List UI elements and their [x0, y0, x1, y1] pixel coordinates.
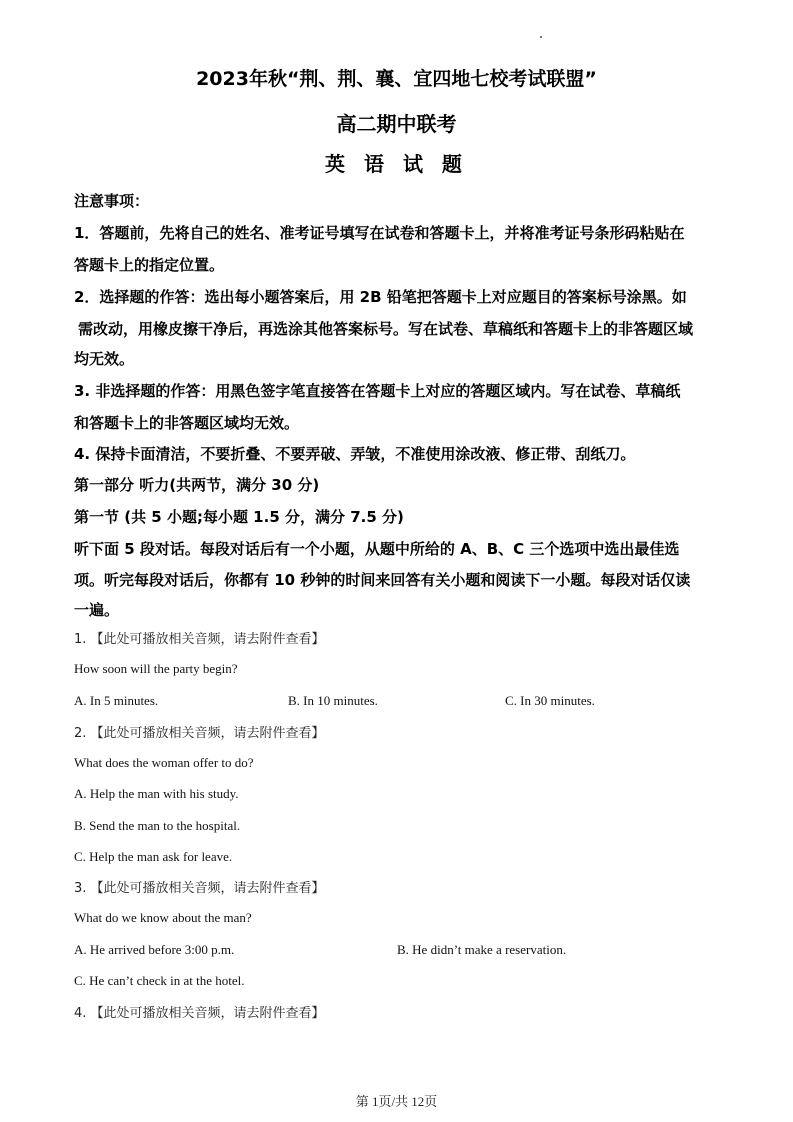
question-2-audio-placeholder: 2. 【此处可播放相关音频，请去附件查看】	[74, 726, 325, 741]
question-3-option-b: B. He didn’t make a reservation.	[397, 942, 567, 957]
exam-subtitle: 高二期中联考	[336, 112, 457, 136]
instruction-line-1: 听下面 5 段对话。每段对话后有一个小题，从题中所给的 A、B、C 三个选项中选出最佳选	[74, 540, 680, 558]
instruction-line-3: 一遍。	[74, 601, 120, 619]
notice-item-2-line-2: 需改动，用橡皮擦干净后，再选涂其他答案标号。写在试卷、草稿纸和答题卡上的非答题区域	[78, 320, 694, 338]
exam-title: 2023年秋“荆、荆、襄、宜四地七校考试联盟”	[196, 68, 597, 90]
notice-item-4: 4. 保持卡面清洁，不要折叠、不要弄破、弄皱，不准使用涂改液、修正带、刮纸刀。	[74, 445, 636, 463]
instruction-line-2: 项。听完每段对话后，你都有 10 秒钟的时间来回答有关小题和阅读下一小题。每段对话仅读	[74, 571, 691, 589]
notice-item-1-line-2: 答题卡上的指定位置。	[74, 256, 225, 274]
question-3-option-c: C. He can’t check in at the hotel.	[74, 973, 245, 988]
notice-item-2-line-3: 均无效。	[74, 350, 135, 368]
notice-item-3-line-1: 3. 非选择题的作答：用黑色签字笔直接答在答题卡上对应的答题区域内。写在试卷、草稿纸	[74, 382, 681, 400]
question-1-option-a: A. In 5 minutes.	[74, 693, 159, 708]
question-1-option-b: B. In 10 minutes.	[288, 693, 378, 708]
section-one-title: 第一节 (共 5 小题;每小题 1.5 分，满分 7.5 分)	[74, 508, 404, 526]
question-3-option-a: A. He arrived before 3:00 p.m.	[74, 942, 235, 957]
question-2-text: What does the woman offer to do?	[74, 755, 254, 770]
part-one-title: 第一部分 听力(共两节，满分 30 分)	[74, 476, 320, 494]
question-3-text: What do we know about the man?	[74, 910, 252, 925]
notice-item-3-line-2: 和答题卡上的非答题区域均无效。	[74, 414, 300, 432]
notice-heading: 注意事项：	[74, 192, 150, 210]
notice-item-2-line-1: 2．选择题的作答：选出每小题答案后，用 2B 铅笔把答题卡上对应题目的答案标号涂黑。如	[74, 288, 687, 306]
question-3-audio-placeholder: 3. 【此处可播放相关音频，请去附件查看】	[74, 881, 325, 896]
notice-item-1-line-1: 1．答题前，先将自己的姓名、准考证号填写在试卷和答题卡上，并将准考证号条形码粘贴在	[74, 224, 685, 242]
page-number: 第 1页/共 12页	[355, 1094, 438, 1109]
subject-title: 英 语 试 题	[325, 152, 468, 176]
question-1-option-c: C. In 30 minutes.	[505, 693, 595, 708]
question-2-option-a: A. Help the man with his study.	[74, 786, 239, 801]
question-4-audio-placeholder: 4. 【此处可播放相关音频，请去附件查看】	[74, 1006, 325, 1021]
scan-dot	[540, 36, 542, 38]
question-2-option-c: C. Help the man ask for leave.	[74, 849, 233, 864]
question-2-option-b: B. Send the man to the hospital.	[74, 818, 241, 833]
question-1-text: How soon will the party begin?	[74, 661, 238, 676]
question-1-audio-placeholder: 1. 【此处可播放相关音频，请去附件查看】	[74, 632, 325, 647]
